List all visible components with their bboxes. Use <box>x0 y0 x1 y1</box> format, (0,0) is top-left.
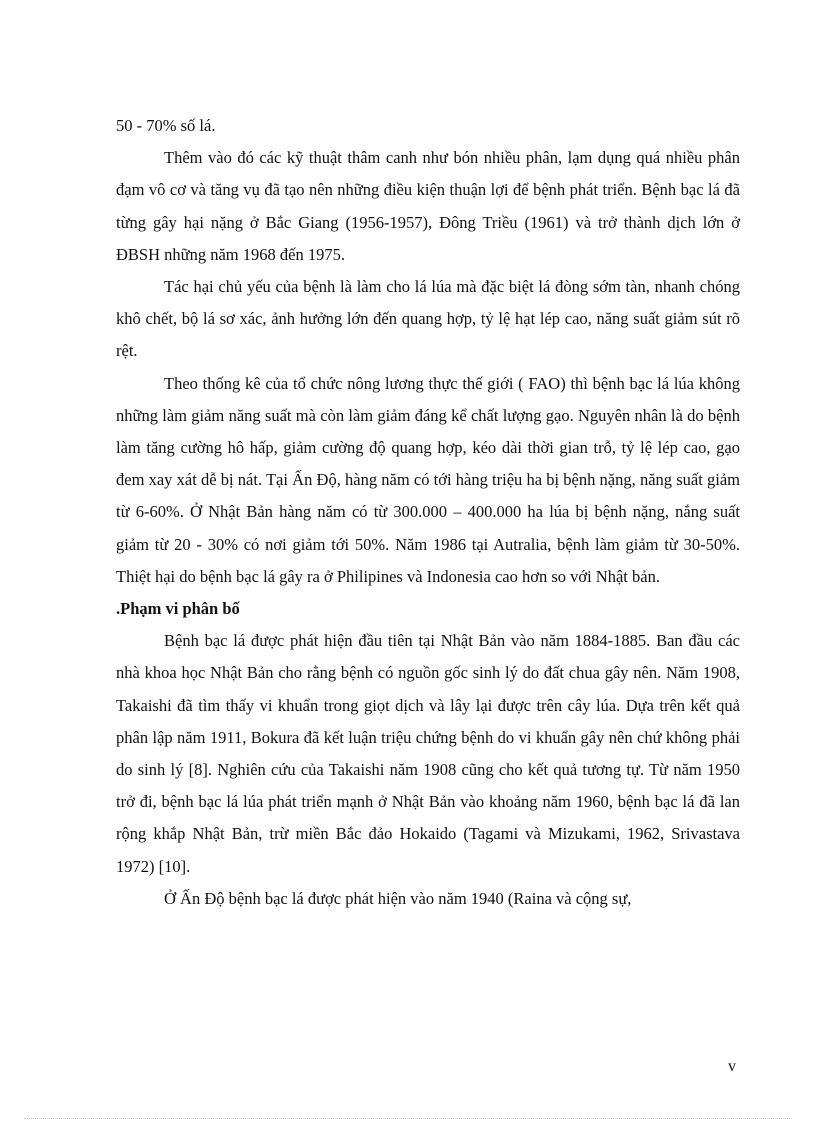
paragraph-distribution-india: Ở Ấn Độ bệnh bạc lá được phát hiện vào năm 1940 (Raina và cộng sự, <box>164 888 632 908</box>
section-heading: .Phạm vi phân bố <box>116 599 240 619</box>
paragraph-continuation: 50 - 70% số lá. <box>116 116 216 135</box>
page-number: v <box>728 1058 736 1075</box>
paragraph-damage: Tác hại chủ yếu của bệnh là làm cho lá lúa mà đặc biệt lá đòng sớm tàn, nhanh chóng khô chết, bộ lá sơ xác, ảnh hưởng lớn đến quang hợp, tỷ lệ hạt lép cao, năng suất giảm sút rõ rệt. <box>116 277 740 361</box>
paragraph-distribution-japan: Bệnh bạc lá được phát hiện đầu tiên tại Nhật Bản vào năm 1884-1885. Ban đầu các nhà khoa học Nhật Bản cho rằng bệnh có nguồn gốc sinh lý do đất chua gây nên. Năm 1908, Takaishi đã tìm thấy vi khuẩn trong giọt dịch và lây lại được trên cây lúa. Dựa trên kết quả phân lập năm 1911, Bokura đã kết luận triệu chứng bệnh do vi khuẩn gây nên chứ không phải do sinh lý [8]. Nghiên cứu của Takaishi năm 1908 cũng cho kết quả tương tự. Từ năm 1950 trở đi, bệnh bạc lá lúa phát triển mạnh ở Nhật Bản vào khoảng năm 1960, bệnh bạc lá đã lan rộng khắp Nhật Bản, trừ miền Bắc đảo Hokaido (Tagami và Mizukami, 1962, Srivastava 1972) [10]. <box>116 631 740 876</box>
page-bottom-divider <box>24 1118 792 1119</box>
paragraph-intensive-farming: Thêm vào đó các kỹ thuật thâm canh như bón nhiều phân, lạm dụng quá nhiều phân đạm vô cơ và tăng vụ đã tạo nên những điều kiện thuận lợi để bệnh phát triển. Bệnh bạc lá đã từng gây hại nặng ở Bắc Giang (1956-1957), Đông Triều (1961) và trở thành dịch lớn ở ĐBSH những năm 1968 đến 1975. <box>116 148 740 264</box>
document-body <box>116 110 740 915</box>
paragraph-fao-statistics: Theo thống kê của tổ chức nông lương thực thế giới ( FAO) thì bệnh bạc lá lúa không những làm giảm năng suất mà còn làm giảm đáng kể chất lượng gạo. Nguyên nhân là do bệnh làm tăng cường hô hấp, giảm cường độ quang hợp, kéo dài thời gian trỗ, tỷ lệ lép cao, gạo đem xay xát dễ bị nát. Tại Ấn Độ, hàng năm có tới hàng triệu ha bị bệnh nặng, năng suất giảm từ 6-60%. Ở Nhật Bản hàng năm có từ 300.000 – 400.000 ha lúa bị bệnh nặng, nắng suất giảm từ 20 - 30% có nơi giảm tới 50%. Năm 1986 tại Autralia, bệnh làm giảm từ 30-50%. Thiệt hại do bệnh bạc lá gây ra ở Philipines và Indonesia cao hơn so với Nhật bản. <box>116 373 740 586</box>
